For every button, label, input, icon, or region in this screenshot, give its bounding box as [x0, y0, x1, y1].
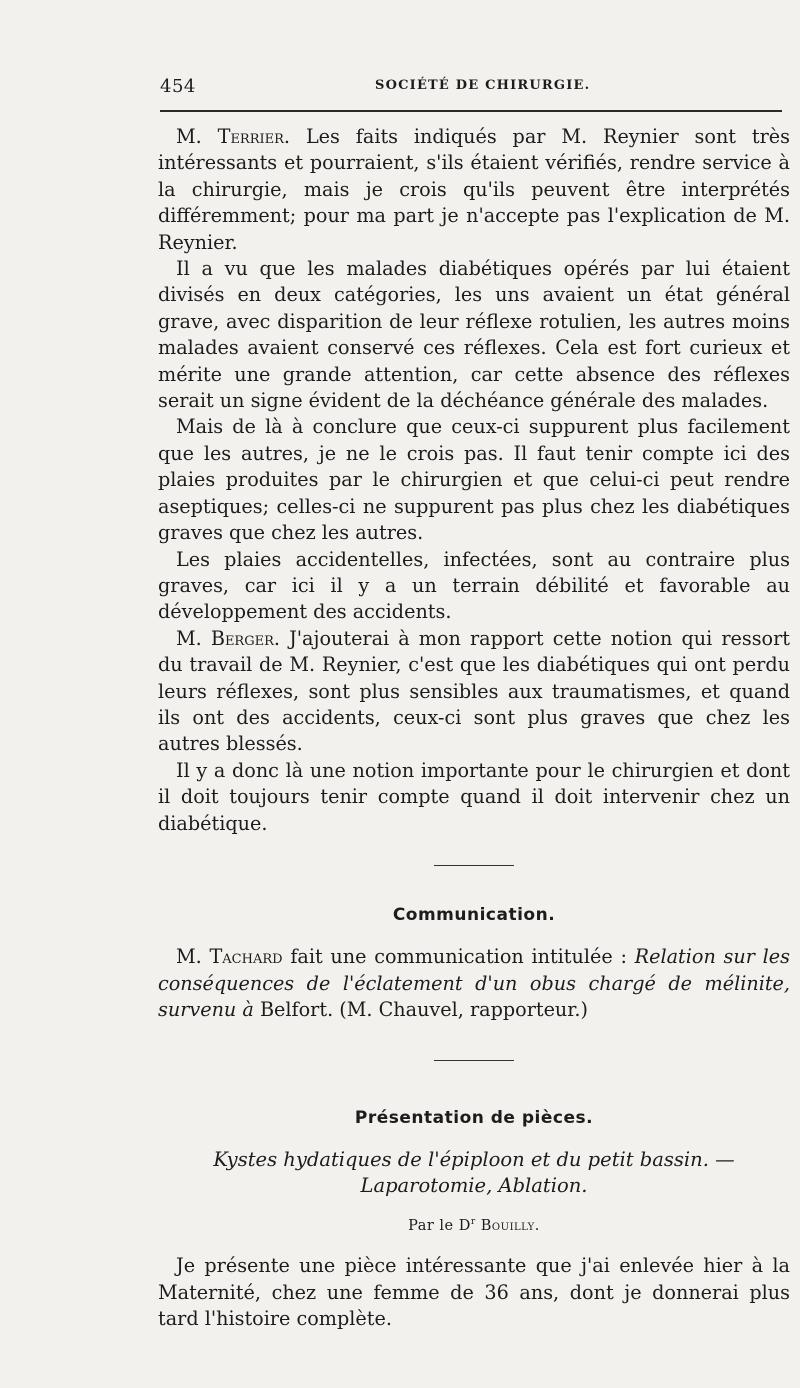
section-heading-communication: Communication.	[392, 904, 556, 925]
section-divider	[434, 865, 514, 866]
running-title: SOCIÉTÉ DE CHIRURGIE.	[375, 78, 591, 93]
speaker-berger: M. Berger.	[176, 626, 280, 650]
paragraph-berger	[158, 626, 790, 758]
paragraph-presentation: Je présente une pièce intéressante que j'ai enlevée hier à la Maternité, chez une femme de 36 ans, dont je donnerai plus tard l'histoire complète.	[158, 1254, 790, 1331]
paragraph: Il y a donc là une notion importante pour le chirurgien et dont il doit toujours tenir compte quand il doit intervenir chez un diabétique.	[158, 758, 790, 835]
header-rule	[160, 110, 782, 112]
author-prefix: Par le D	[408, 1217, 471, 1234]
page-number: 454	[160, 76, 196, 97]
paragraph: Il a vu que les malades diabétiques opérés par lui étaient divisés en deux catégories, les uns avaient un état général grave, avec disparition de leur réflexe rotulien, les autres moins malades avaient conservé ces réflexes. Cela est fort curieux et mérite une grande attention, car cette absence des réflexes serait un signe évident de la déchéance générale des malades.	[158, 257, 790, 413]
section-heading-presentation: Présentation de pièces.	[354, 1107, 594, 1128]
paragraph-terrier	[158, 124, 790, 256]
author-name: Bouilly.	[480, 1217, 540, 1234]
communication-title: Relation sur les conséquences de l'éclatement d'un obus chargé de mélinite, survenu à	[158, 945, 790, 1022]
paragraph-text: J'ajouterai à mon rapport cette notion qui ressort du travail de M. Reynier, c'est que les diabétiques qui ont perdu leurs réflexes, sont plus sensibles aux traumatismes, et quand ils ont des accidents, ceux-ci sont plus graves que chez les autres blessés.	[158, 626, 790, 756]
speaker-tachard: M. Tachard	[176, 945, 283, 969]
paragraph-text: Les faits indiqués par M. Reynier sont très intéressants et pourraient, s'ils étaient vérifiés, rendre service à la chirurgie, mais je crois qu'ils peuvent être interprétés différemment; pour ma part je n'accepte pas l'explication de M. Reynier.	[158, 125, 790, 254]
communication-text: fait une communication intitulée :	[290, 945, 627, 969]
section-divider	[434, 1060, 514, 1061]
presentation-author	[158, 1209, 790, 1239]
speaker-terrier: M. Terrier.	[176, 125, 291, 148]
communication-text-after: Belfort. (M. Chauvel, rapporteur.)	[259, 998, 588, 1022]
paragraph: Les plaies accidentelles, infectées, sont au contraire plus graves, car ici il y a un terrain débilité et favorable au développement des accidents.	[158, 547, 790, 624]
author-sup: r	[470, 1217, 476, 1227]
paragraph-communication	[158, 944, 790, 1023]
page-body	[158, 124, 790, 1332]
paragraph: Mais de là à conclure que ceux-ci suppurent plus facilement que les autres, je ne le crois pas. Il faut tenir compte ici des plaies produites par le chirurgien et que celui-ci peut rendre aseptiques; celles-ci ne suppurent pas plus chez les diabétiques graves que chez les autres.	[158, 415, 790, 545]
presentation-title: Kystes hydatiques de l'épiploon et du petit bassin. — Laparotomie, Ablation.	[213, 1148, 735, 1197]
